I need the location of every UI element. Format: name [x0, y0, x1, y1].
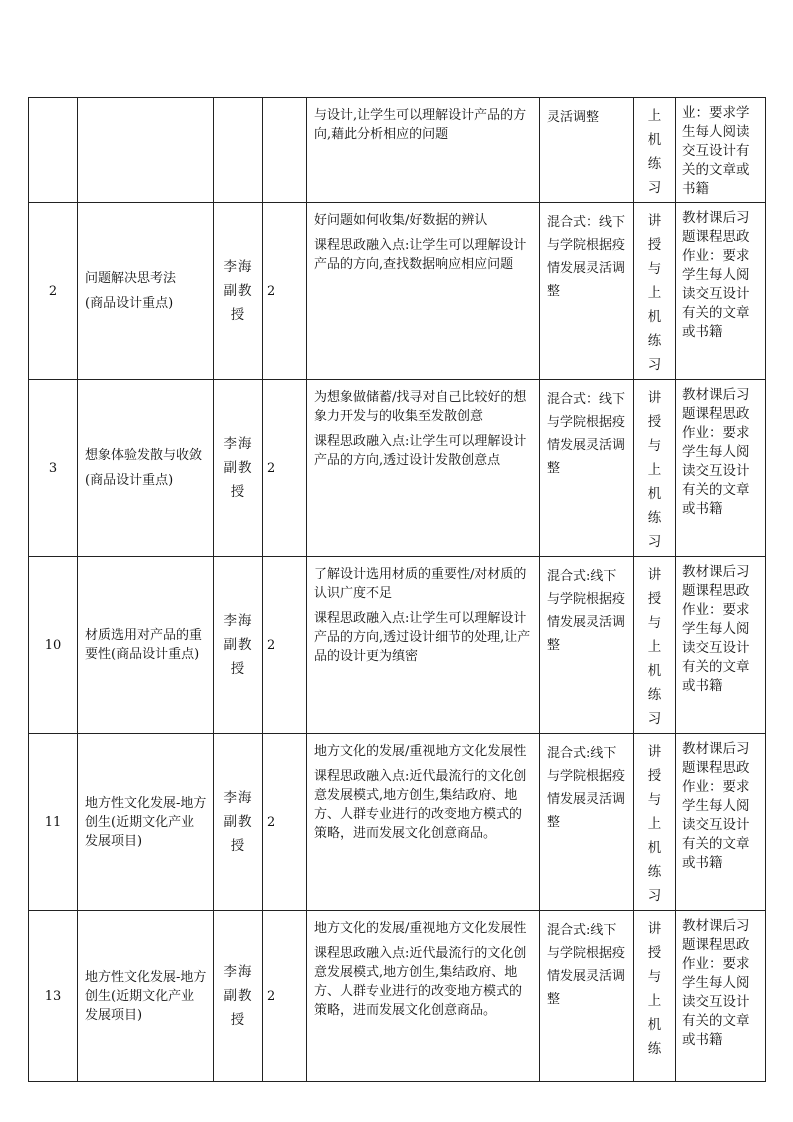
teaching-mode-cell: [540, 203, 634, 380]
teaching-method: 讲授与上机练习: [647, 390, 662, 550]
content-ideology-point: 课程思政融入点:让学生可以理解设计产品的方向,查找数据响应相应问题: [314, 238, 527, 272]
topic-cell: [78, 557, 214, 734]
session-number-cell: [29, 380, 78, 557]
content-cell: [307, 98, 540, 203]
session-number-cell: [29, 203, 78, 380]
teaching-method-cell: [634, 380, 676, 557]
topic-title: 问题解决思考法: [85, 271, 177, 286]
session-number-cell: [29, 734, 78, 911]
topic-subtitle: (商品设计重点): [85, 296, 174, 311]
content-main: 了解设计选用材质的重要性/对材质的认识广度不足: [314, 567, 527, 601]
teaching-mode-cell: [540, 557, 634, 734]
session-number-cell: [29, 911, 78, 1082]
session-number: 13: [44, 988, 62, 1004]
teaching-method: 讲授与上机练: [647, 921, 662, 1057]
content-ideology-point: 课程思政融入点:让学生可以理解设计产品的方向,透过设计细节的处理,让产品的设计更为缜密: [314, 611, 531, 664]
table-row: [29, 557, 766, 734]
content-cell: [307, 203, 540, 380]
teaching-mode: 混合式：线下与学院根据疫情发展灵活调整: [547, 215, 626, 299]
table-row: [29, 98, 766, 203]
content-main: 地方文化的发展/重视地方文化发展性: [314, 921, 527, 936]
content-cell: [307, 911, 540, 1082]
hours-value: 2: [267, 283, 276, 299]
homework-cell: [676, 98, 766, 203]
teaching-mode: 混合式:线下与学院根据疫情发展灵活调整: [547, 569, 626, 653]
content-main: 地方文化的发展/重视地方文化发展性: [314, 744, 527, 759]
teaching-method: 上机练习: [647, 108, 662, 196]
hours-cell: [263, 203, 307, 380]
topic-cell: [78, 734, 214, 911]
teacher-cell: [214, 734, 263, 911]
homework: 业：要求学生每人阅读交互设计有关的文章或书籍: [682, 105, 750, 197]
topic-title: 地方性文化发展-地方创生(近期文化产业发展项目): [85, 795, 207, 849]
table-row: [29, 380, 766, 557]
homework: 教材课后习题课程思政作业：要求学生每人阅读交互设计有关的文章或书籍: [682, 387, 750, 517]
teaching-mode: 混合式:线下与学院根据疫情发展灵活调整: [547, 746, 626, 830]
topic-title: 材质选用对产品的重要性(商品设计重点): [85, 628, 203, 662]
table-row: [29, 203, 766, 380]
session-number-cell: [29, 98, 78, 203]
topic-subtitle: (商品设计重点): [85, 473, 174, 488]
teaching-method-cell: [634, 557, 676, 734]
content-ideology-point: 课程思政融入点:让学生可以理解设计产品的方向,透过设计发散创意点: [314, 434, 527, 468]
teaching-method: 讲授与上机练习: [647, 213, 662, 373]
homework: 教材课后习题课程思政作业：要求学生每人阅读交互设计有关的文章或书籍: [682, 564, 750, 694]
content-cell: [307, 734, 540, 911]
homework-cell: [676, 380, 766, 557]
session-number: 3: [48, 460, 58, 476]
table-row: [29, 911, 766, 1082]
teaching-method-cell: [634, 734, 676, 911]
teacher-name: 李海副教授: [223, 259, 253, 323]
homework: 教材课后习题课程思政作业：要求学生每人阅读交互设计有关的文章或书籍: [682, 741, 750, 871]
session-number-cell: [29, 557, 78, 734]
teaching-method: 讲授与上机练习: [647, 567, 662, 727]
teaching-method: 讲授与上机练习: [647, 744, 662, 904]
hours-cell: [263, 557, 307, 734]
teaching-method-cell: [634, 98, 676, 203]
homework-cell: [676, 911, 766, 1082]
content-cell: [307, 557, 540, 734]
topic-cell: [78, 911, 214, 1082]
teacher-name: 李海副教授: [223, 964, 253, 1028]
teacher-name: 李海副教授: [223, 613, 253, 677]
teaching-mode: 混合式:线下与学院根据疫情发展灵活调整: [547, 923, 626, 1007]
topic-cell: [78, 203, 214, 380]
session-number: 2: [48, 283, 58, 299]
teaching-mode-cell: [540, 734, 634, 911]
teaching-mode: 灵活调整: [547, 110, 600, 125]
teacher-cell: [214, 557, 263, 734]
content-main: 为想象做储蓄/找寻对自己比较好的想象力开发与的收集至发散创意: [314, 390, 527, 424]
homework-cell: [676, 203, 766, 380]
teaching-mode-cell: [540, 911, 634, 1082]
content-main: 好问题如何收集/好数据的辨认: [314, 213, 488, 228]
teaching-mode-cell: [540, 98, 634, 203]
homework: 教材课后习题课程思政作业：要求学生每人阅读交互设计有关的文章或书籍: [682, 918, 750, 1048]
hours-cell: [263, 98, 307, 203]
hours-value: 2: [267, 814, 276, 830]
teacher-name: 李海副教授: [223, 436, 253, 500]
topic-title: 想象体验发散与收敛: [85, 448, 203, 463]
hours-cell: [263, 911, 307, 1082]
hours-cell: [263, 734, 307, 911]
teacher-name: 李海副教授: [223, 790, 253, 854]
content-ideology-point: 课程思政融入点:近代最流行的文化创意发展模式,地方创生,集结政府、地方、人群专业进行的改变地方模式的策略，进而发展文化创意商品。: [314, 946, 527, 1018]
teacher-cell: [214, 203, 263, 380]
hours-value: 2: [267, 988, 276, 1004]
hours-value: 2: [267, 637, 276, 653]
teacher-cell: [214, 911, 263, 1082]
hours-value: 2: [267, 460, 276, 476]
content-main: 与设计,让学生可以理解设计产品的方向,藉此分析相应的问题: [314, 108, 527, 142]
teaching-method-cell: [634, 911, 676, 1082]
session-number: 11: [44, 814, 62, 830]
topic-title: 地方性文化发展-地方创生(近期文化产业发展项目): [85, 969, 207, 1023]
content-cell: [307, 380, 540, 557]
content-ideology-point: 课程思政融入点:近代最流行的文化创意发展模式,地方创生,集结政府、地方、人群专业进行的改变地方模式的策略，进而发展文化创意商品。: [314, 769, 527, 841]
teacher-cell: [214, 380, 263, 557]
topic-cell: [78, 380, 214, 557]
teacher-cell: [214, 98, 263, 203]
topic-cell: [78, 98, 214, 203]
course-schedule-table: [28, 97, 766, 1082]
teaching-mode: 混合式：线下与学院根据疫情发展灵活调整: [547, 392, 626, 476]
hours-cell: [263, 380, 307, 557]
teaching-method-cell: [634, 203, 676, 380]
homework-cell: [676, 734, 766, 911]
table-body: [29, 98, 766, 1082]
session-number: 10: [44, 637, 62, 653]
table-row: [29, 734, 766, 911]
homework: 教材课后习题课程思政作业：要求学生每人阅读交互设计有关的文章或书籍: [682, 210, 750, 340]
homework-cell: [676, 557, 766, 734]
teaching-mode-cell: [540, 380, 634, 557]
